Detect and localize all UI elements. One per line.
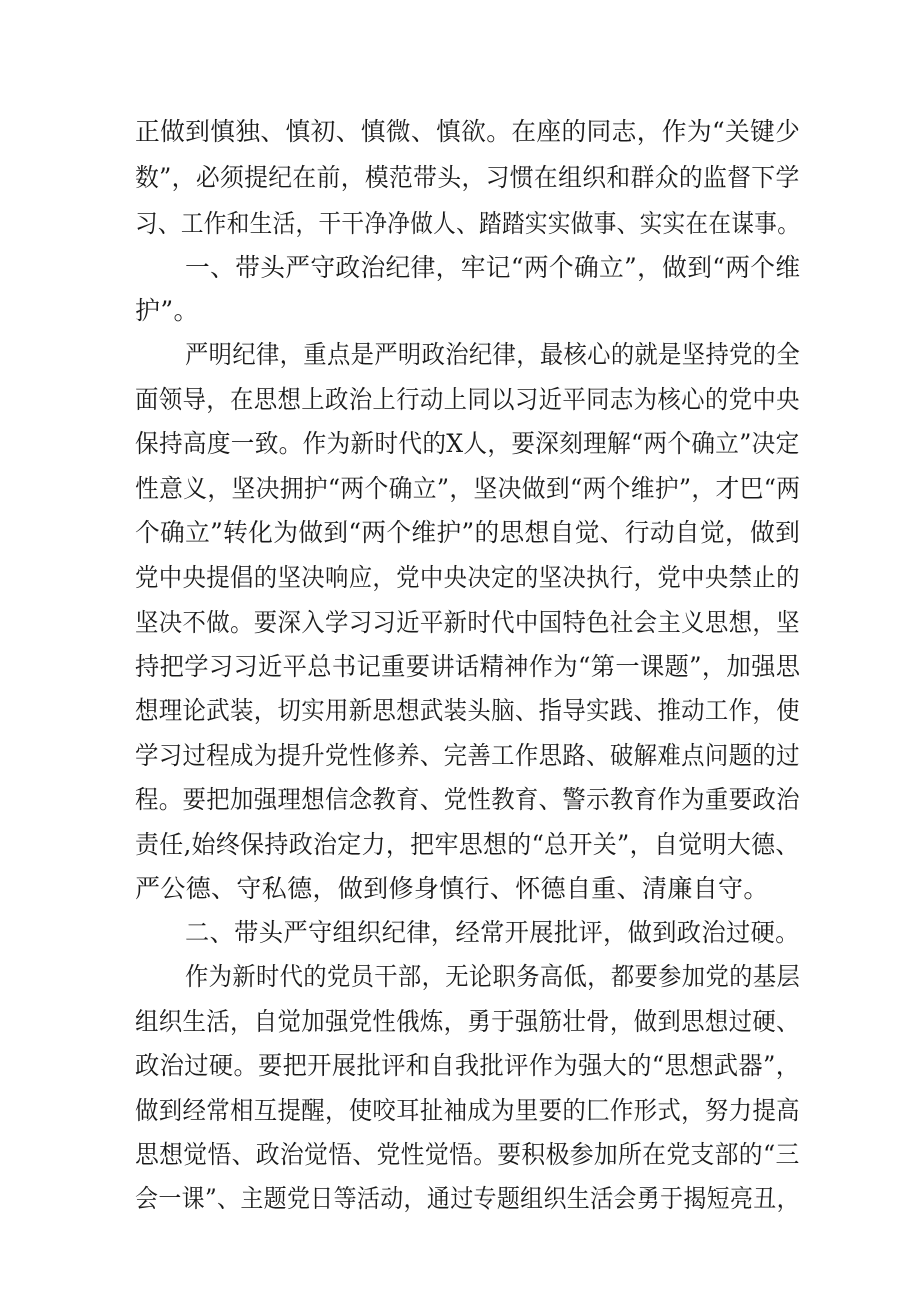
section-heading-1-cont: 护”。	[135, 296, 199, 325]
text-line: 正做到慎独、慎初、慎微、慎欲。在座的同志，作为“关键少	[135, 117, 801, 146]
text-line: 性意义，坚决拥护“两个确立”，坚决做到“两个维护”，才巴“两	[135, 474, 801, 503]
text-line: 个确立”转化为做到“两个维护”的思想自觉、行动自觉，做到	[135, 518, 801, 547]
text-line: 严公德、守私德，做到修身慎行、怀德自重、清廉自守。	[135, 874, 769, 903]
text-line: 严明纪律，重点是严明政治纪律，最核心的就是坚持党的全	[185, 340, 801, 369]
text-line: 会一课”、主题党日等活动，通过专题组织生活会勇于揭短亮丑，	[135, 1184, 800, 1213]
text-line: 学习过程成为提升党性修养、完善工作思路、破解难点问题的过	[135, 741, 800, 770]
text-line: 持把学习习近平总书记重要讲话精神作为“第一课题”，加强思	[135, 652, 801, 681]
text-line: 保持高度一致。作为新时代的X人，要深刻理解“两个确立”决定	[135, 429, 800, 458]
text-line: 思想觉悟、政治觉悟、党性觉悟。要积极参加所在党支部的“三	[135, 1140, 800, 1169]
text-line: 数”，必须提纪在前，模范带头，习惯在组织和群众的监督下学	[135, 163, 800, 192]
text-line: 面领导，在思想上政治上行动上同以习近平同志为核心的党中央	[135, 385, 800, 414]
text-line: 组织生活，自觉加强党性俄炼，勇于强筋壮骨，做到思想过硬、	[135, 1007, 800, 1036]
text-line: 做到经常相互提醒，使咬耳扯袖成为里要的匚作形式，努力提高	[135, 1096, 800, 1125]
section-heading-2: 二、带头严守组织纪律，经常开展批评，做到政治过硬。	[185, 918, 800, 947]
text-line: 作为新时代的党员干部，无论职务高低，都要参加党的基层	[185, 962, 801, 991]
text-line: 党中央提倡的坚决响应，党中央决定的坚决执行，党中央禁止的	[135, 563, 800, 592]
text-line: 想理论武装，切实用新思想武装头脑、指导实践、推动工作，使	[135, 696, 800, 725]
text-line: 程。要把加强理想信念教育、党性教育、警示教育作为重要政治	[135, 785, 800, 814]
section-heading-1: 一、带头严守政治纪律，牢记“两个确立”，做到“两个维	[185, 253, 801, 282]
text-line: 政治过硬。要把开展批评和自我批评作为强大的“思想武器”，	[135, 1051, 801, 1080]
text-line: 习、工作和生活，干干净净做人、踏踏实实做事、实实在在谋事。	[135, 209, 801, 238]
text-line: 责任,始终保持政治定力，把牢思想的“总开关”，自觉明大德、	[135, 830, 800, 859]
text-line: 坚决不做。要深入学习习近平新时代中国特色社会主义思想，坚	[135, 608, 800, 637]
